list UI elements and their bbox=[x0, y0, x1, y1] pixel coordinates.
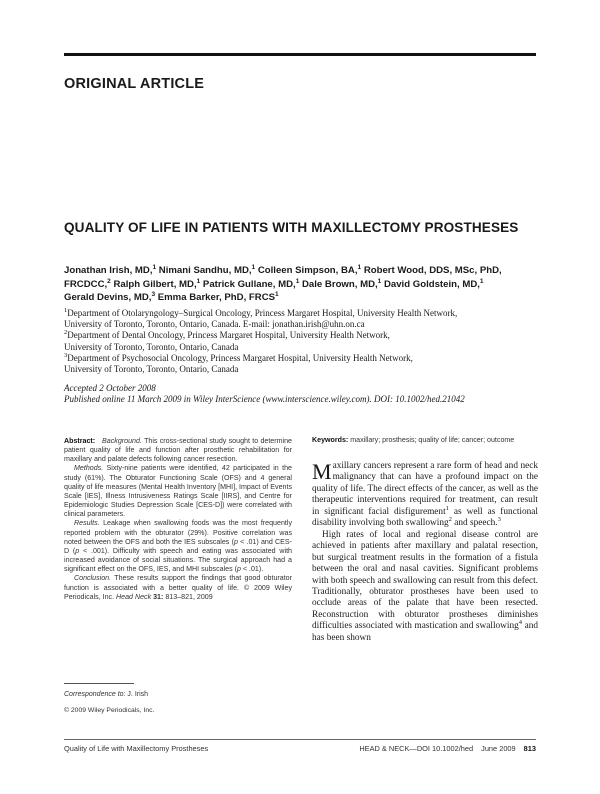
author-line-1: Jonathan Irish, MD,$^1$ Nimani Sandhu, MD,$^1$ Colleen Simpson, BA,$^1$ Robert Wood, DDS, MSc, PhD, bbox=[64, 264, 502, 276]
affiliation-2: $^2$Department of Dental Oncology, Princess Margaret Hospital, University Health Network, University of Toronto, Toronto, Ontario, Canada bbox=[64, 329, 390, 352]
published-online: Published online 11 March 2009 in Wiley InterScience (www.interscience.wiley.com). DOI: 10.1002/hed.21042 bbox=[64, 394, 465, 405]
abstract-results: Results. Leakage when swallowing foods was the most frequently reported problem with the obturator (29%). Positive correlation was noted between the OFS and both the IES subscales (p < .01) and CES-D (p < .001). Difficulty with speech and eating was associated with increased avoidance of social situations. The surgical approach had a significant effect on the OFS, IES, and MHI subscales (p < .01). bbox=[64, 519, 292, 574]
author-line-2: FRCDCC,$^2$ Ralph Gilbert, MD,$^1$ Patrick Gullane, MD,$^1$ Dale Brown, MD,$^1$ David Goldstein, MD,$^1$ bbox=[64, 277, 484, 290]
correspondence: Correspondence to: J. Irish bbox=[64, 691, 149, 698]
top-rule bbox=[64, 53, 536, 56]
footer-rule bbox=[64, 739, 536, 740]
affiliations bbox=[64, 308, 536, 375]
page-number: 813 bbox=[523, 744, 536, 753]
abstract-background: Abstract: Background. This cross-sectional study sought to determine patient quality of life and function after prosthetic rehabilitation for maxillary and palate defects following cancer resection. bbox=[64, 437, 292, 464]
journal-doi: HEAD & NECK—DOI 10.1002/hed bbox=[359, 744, 474, 753]
body-paragraph-2: High rates of local and regional disease control are achieved in patients after maxillary and palatal resection, but surgical treatment results in the formation of a fistula between the oral and nasal cavities. Significant problems with both speech and swallowing can result from this defect. Traditionally, obturator prostheses have been used to occlude areas of the palate that have been resected. Reconstruction with obturator prostheses diminishes difficulties associated with mastication and swallowing$^4$ and has been shown bbox=[312, 529, 539, 643]
keywords: Keywords: maxillary; prosthesis; quality of life; cancer; outcome bbox=[312, 436, 515, 444]
drop-cap: M bbox=[312, 459, 332, 484]
affiliation-3: $^3$Department of Psychosocial Oncology, Princess Margaret Hospital, University Health Network, University of Toronto, Toronto, Ontario, Canada bbox=[64, 351, 413, 375]
journal-footer bbox=[359, 744, 536, 753]
publication-dates bbox=[64, 383, 536, 405]
introduction-text bbox=[312, 461, 538, 644]
copyright-note: © 2009 Wiley Periodicals, Inc. bbox=[64, 707, 155, 714]
body-paragraph-1: Maxillary cancers represent a rare form of head and neck malignancy that can have a profound impact on the quality of life. The direct effects of the cancer, as well as the therapeutic interventions required for treatment, can result in significant facial disfigurement$^1$ as well as functional disability involving both swallowing$^2$ and speech.$^3$ bbox=[312, 459, 538, 529]
footnote-divider bbox=[64, 683, 134, 684]
abstract bbox=[64, 437, 292, 602]
article-title: QUALITY OF LIFE IN PATIENTS WITH MAXILLECTOMY PROSTHESES bbox=[64, 220, 519, 235]
abstract-conclusion: Conclusion. These results support the findings that good obturator function is associated with a better quality of life. © 2009 Wiley Periodicals, Inc. Head Neck 31: 813–821, 2009 bbox=[64, 574, 292, 601]
section-label: ORIGINAL ARTICLE bbox=[64, 76, 205, 92]
affiliation-1: $^1$Department of Otolaryngology–Surgical Oncology, Princess Margaret Hospital, University Health Network, University of Toronto, Toronto, Ontario, Canada. E-mail: jonathan.irish@uhn.on.ca bbox=[64, 307, 458, 330]
running-title: Quality of Life with Maxillectomy Prostheses bbox=[64, 744, 209, 753]
abstract-methods: Methods. Sixty-nine patients were identified, 42 participated in the study (61%). The Obturator Functioning Scale (OFS) and 4 general quality of life measures (Mental Health Inventory [MHI], Impact of Events Scale [IES], Illness Intrusiveness Ratings Scale [IIRS], and Centre for Epidemiologic Studies Depression Scale [CES-D]) were correlated with clinical parameters. bbox=[64, 464, 292, 519]
issue-date: June 2009 bbox=[481, 744, 516, 753]
author-line-3: Gerald Devins, MD,$^3$ Emma Barker, PhD, FRCS$^1$ bbox=[64, 291, 279, 304]
author-list bbox=[64, 264, 536, 305]
accepted-date: Accepted 2 October 2008 bbox=[64, 383, 156, 393]
